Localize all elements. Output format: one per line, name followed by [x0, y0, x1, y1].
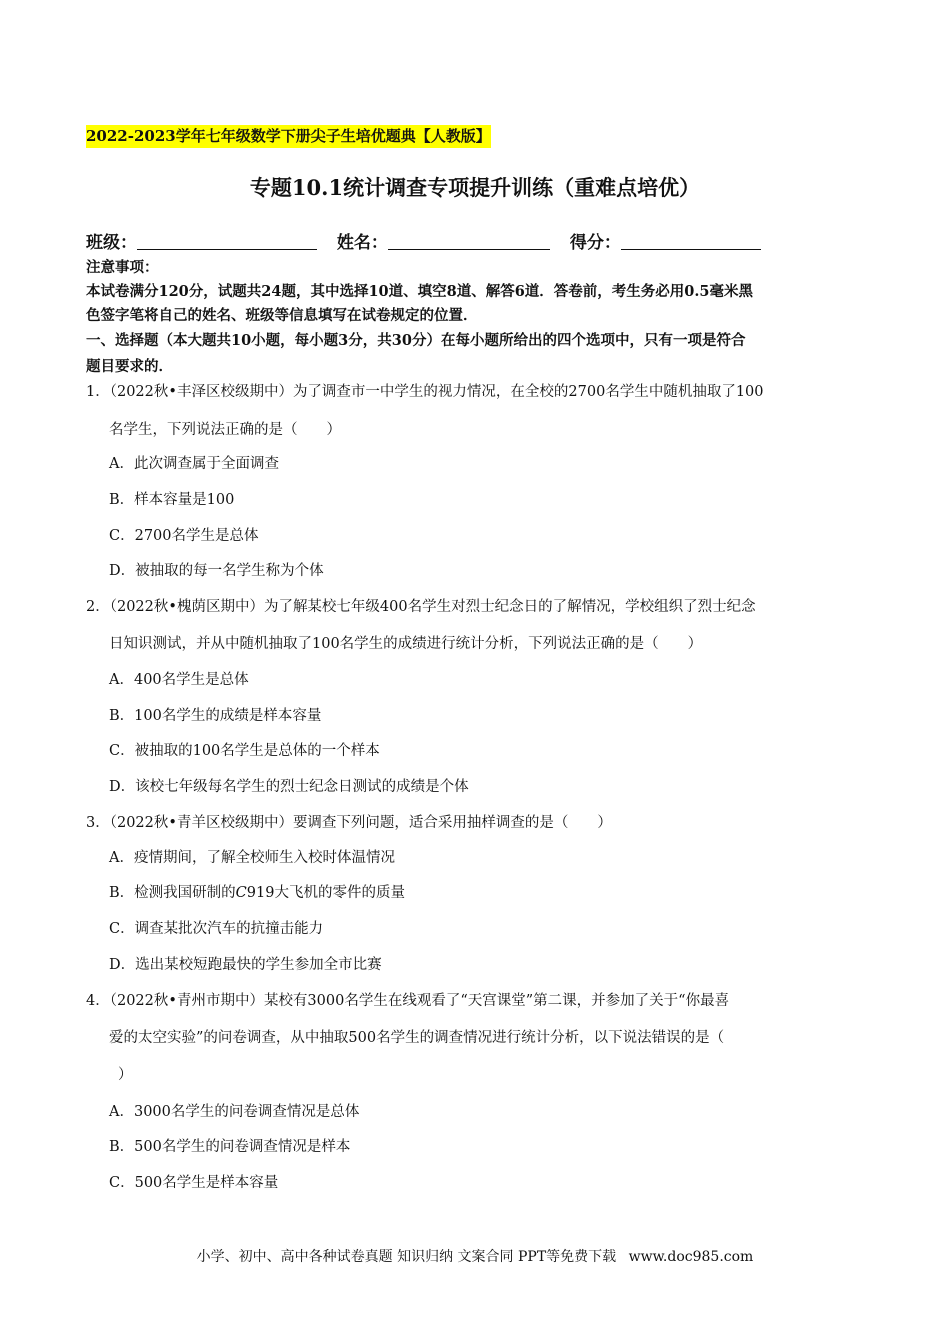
score-blank [621, 233, 761, 250]
question-4-line-2: 爱的太空实验”的问卷调查，从中抽取500名学生的调查情况进行统计分析，以下说法错误的是（ [109, 1030, 725, 1046]
q2-option-b[interactable]: B．100名学生的成绩是样本容量 [109, 708, 322, 724]
q1-option-b[interactable]: B．样本容量是100 [109, 492, 235, 508]
q1-option-d[interactable]: D．被抽取的每一名学生称为个体 [109, 563, 324, 579]
question-4 [86, 991, 729, 1011]
section-line-2: 题目要求的． [86, 358, 173, 375]
class-label: 班级： [86, 233, 137, 253]
question-3 [86, 813, 612, 833]
q3-option-b[interactable] [109, 883, 405, 903]
question-number: 1． [86, 384, 110, 400]
aircraft-letter: C [235, 885, 247, 901]
q2-option-c[interactable]: C．被抽取的100名学生是总体的一个样本 [109, 743, 380, 759]
q4-option-a[interactable]: A．3000名学生的问卷调查情况是总体 [109, 1104, 360, 1120]
question-4-line-3: ） [118, 1067, 133, 1083]
name-blank [388, 233, 550, 250]
question-text: （2022秋•丰泽区校级期中）为了调查市一中学生的视力情况，在全校的2700名学生中随机抽取了100 [109, 384, 764, 400]
notice-line-1: 本试卷满分120分，试题共24题，其中选择10道、填空8道、解答6道．答卷前，考生务必用0.5毫米黑 [86, 283, 754, 300]
option-text: B．检测我国研制的 [109, 885, 236, 901]
question-1-line-2: 名学生，下列说法正确的是（ ） [109, 422, 341, 438]
notice-heading: 注意事项： [86, 259, 159, 276]
q3-option-a[interactable]: A．疫情期间，了解全校师生入校时体温情况 [109, 850, 395, 866]
name-label: 姓名： [336, 233, 388, 253]
q3-option-c[interactable]: C．调查某批次汽车的抗撞击能力 [109, 921, 324, 937]
question-1 [86, 382, 764, 402]
q2-option-a[interactable]: A．400名学生是总体 [109, 672, 249, 688]
option-text-rest: 919大飞机的零件的质量 [246, 885, 405, 901]
class-blank [137, 233, 317, 250]
q3-option-d[interactable]: D．选出某校短跑最快的学生参加全市比赛 [109, 957, 382, 973]
question-number: 4． [86, 993, 110, 1009]
q1-option-c[interactable]: C．2700名学生是总体 [109, 528, 259, 544]
question-2 [86, 597, 756, 617]
q4-option-c[interactable]: C．500名学生是样本容量 [109, 1175, 279, 1191]
footer-text: 小学、初中、高中各种试卷真题 知识归纳 文案合同 PPT等免费下载 [196, 1249, 617, 1265]
q4-option-b[interactable]: B．500名学生的问卷调查情况是样本 [109, 1139, 351, 1155]
question-text: （2022秋•青州市期中）某校有3000名学生在线观看了“天宫课堂”第二课，并参加了关于“你最喜 [109, 993, 730, 1009]
question-text: （2022秋•槐荫区期中）为了解某校七年级400名学生对烈士纪念日的了解情况，学校组织了烈士纪念 [109, 599, 756, 615]
q1-option-a[interactable]: A．此次调查属于全面调查 [109, 456, 279, 472]
notice-line-2: 色签字笔将自己的姓名、班级等信息填写在试卷规定的位置． [86, 307, 478, 324]
question-number: 2． [86, 599, 110, 615]
page-footer [0, 1246, 950, 1266]
footer-link[interactable]: www.doc985.com [628, 1249, 754, 1265]
page-title: 专题10.1统计调查专项提升训练（重难点培优） [249, 175, 701, 200]
score-label: 得分： [569, 233, 621, 253]
question-2-line-2: 日知识测试，并从中随机抽取了100名学生的成绩进行统计分析，下列说法正确的是（ ） [109, 636, 703, 652]
section-line-1: 一、选择题（本大题共10小题，每小题3分，共30分）在每小题所给出的四个选项中，只有一项是符合 [86, 332, 746, 349]
series-banner: 2022-2023学年七年级数学下册尖子生培优题典【人教版】 [86, 125, 491, 148]
info-row [86, 228, 761, 253]
question-number: 3． [86, 815, 110, 831]
q2-option-d[interactable]: D．该校七年级每名学生的烈士纪念日测试的成绩是个体 [109, 779, 469, 795]
question-text: （2022秋•青羊区校级期中）要调查下列问题，适合采用抽样调查的是（ ） [109, 815, 612, 831]
